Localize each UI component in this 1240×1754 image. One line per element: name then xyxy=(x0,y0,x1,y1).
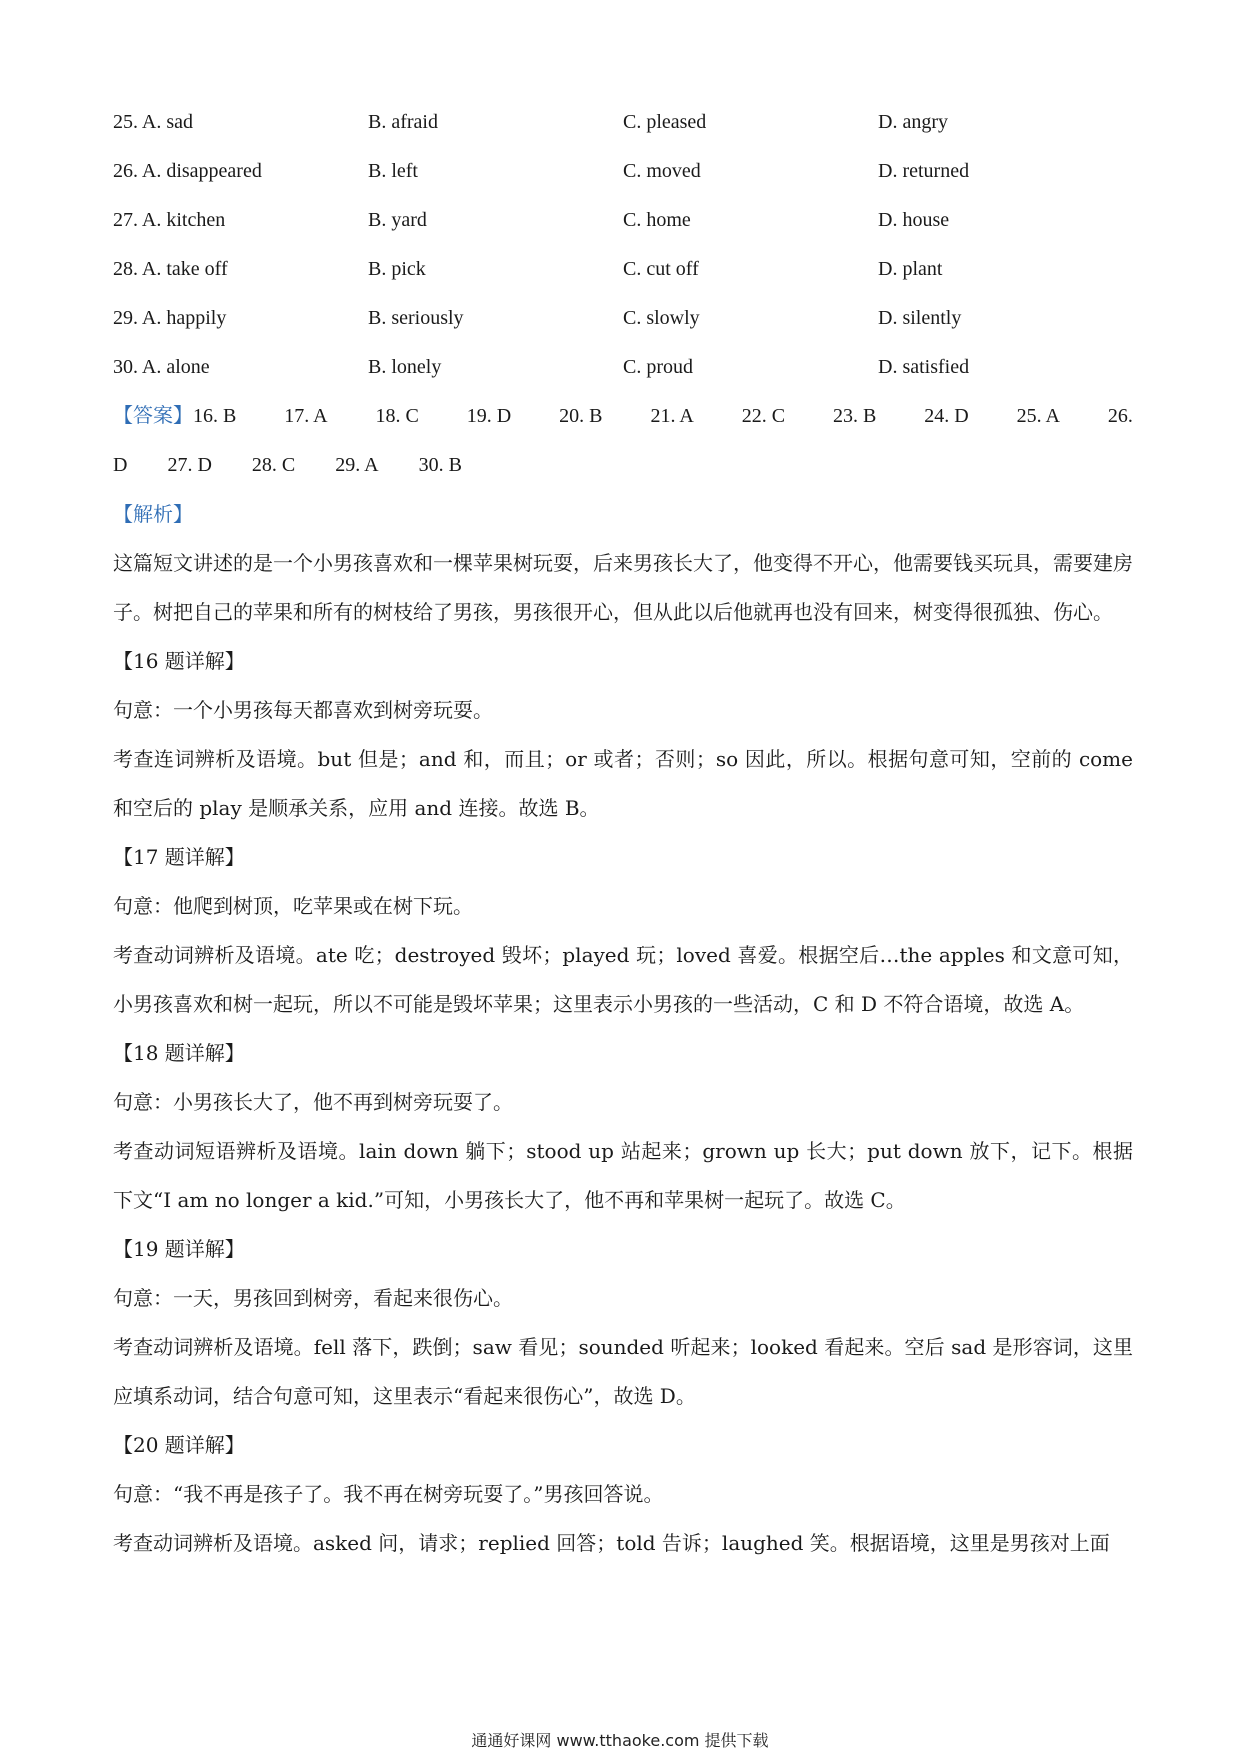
option-b: B. afraid xyxy=(368,111,438,133)
answer-item: 【答案】16. B xyxy=(113,405,237,427)
answer-item: 18. C xyxy=(375,405,419,427)
option-a: 28. A. take off xyxy=(113,258,228,280)
detail-heading: 【20 题详解】 xyxy=(113,1433,245,1457)
answer-item: 20. B xyxy=(559,405,603,427)
option-c: C. cut off xyxy=(623,258,699,280)
answer-item: 23. B xyxy=(832,405,877,427)
option-c: C. moved xyxy=(623,160,701,182)
detail-explanation: 考查动词短语辨析及语境。lain down 躺下；stood up 站起来；grown up 长大；put down 放下，记下。根据下文“I am no longer a kid.”可知，小男孩长大了，他不再和苹果树一起玩了。故选 C。 xyxy=(113,1139,1133,1212)
option-d: D. silently xyxy=(878,307,962,329)
option-row-30 xyxy=(113,343,1133,392)
option-c: C. slowly xyxy=(623,307,700,329)
option-a: 27. A. kitchen xyxy=(113,209,226,231)
answer-item: 21. A xyxy=(650,405,694,427)
answer-item: 29. A xyxy=(335,454,379,476)
detail-17 xyxy=(113,833,1133,1029)
summary-paragraph: 这篇短文讲述的是一个小男孩喜欢和一棵苹果树玩耍，后来男孩长大了，他变得不开心，他需要钱买玩具，需要建房子。树把自己的苹果和所有的树枝给了男孩，男孩很开心，但从此以后他就再也没有回来，树变得很孤独、伤心。 xyxy=(113,551,1133,624)
option-b: B. left xyxy=(368,160,418,182)
options-block xyxy=(113,98,1133,392)
answer-item: 26. xyxy=(1107,405,1133,427)
detail-meaning: 句意：一个小男孩每天都喜欢到树旁玩耍。 xyxy=(113,698,493,722)
detail-meaning: 句意：小男孩长大了，他不再到树旁玩耍了。 xyxy=(113,1090,513,1114)
detail-19 xyxy=(113,1225,1133,1421)
analysis-tag: 【解析】 xyxy=(113,502,193,526)
option-d: D. returned xyxy=(878,160,970,182)
detail-meaning: 句意：他爬到树顶，吃苹果或在树下玩。 xyxy=(113,894,473,918)
detail-meaning: 句意：“我不再是孩子了。我不再在树旁玩耍了。”男孩回答说。 xyxy=(113,1482,664,1506)
page-footer: 通通好课网 www.tthaoke.com 提供下载 xyxy=(471,1731,769,1750)
option-d: D. angry xyxy=(878,111,948,133)
detail-heading: 【18 题详解】 xyxy=(113,1041,245,1065)
option-a: 26. A. disappeared xyxy=(113,160,262,182)
detail-16 xyxy=(113,637,1133,833)
detail-explanation: 考查动词辨析及语境。fell 落下，跌倒；saw 看见；sounded 听起来；looked 看起来。空后 sad 是形容词，这里应填系动词，结合句意可知，这里表示“看起来很伤心”，故选 D。 xyxy=(113,1335,1133,1408)
answer-line-1 xyxy=(113,392,1133,441)
option-a: 30. A. alone xyxy=(113,356,210,378)
option-row-29 xyxy=(113,294,1133,343)
option-b: B. yard xyxy=(368,209,427,231)
option-row-27 xyxy=(113,196,1133,245)
answer-item: 17. A xyxy=(284,405,328,427)
answer-item: 24. D xyxy=(924,405,969,427)
detail-explanation: 考查连词辨析及语境。but 但是；and 和，而且；or 或者；否则；so 因此，所以。根据句意可知，空前的 come 和空后的 play 是顺承关系，应用 and 连接。故选 B。 xyxy=(113,747,1133,820)
detail-heading: 【17 题详解】 xyxy=(113,845,245,869)
detail-18 xyxy=(113,1029,1133,1225)
option-c: C. pleased xyxy=(623,111,707,133)
option-b: B. lonely xyxy=(368,356,442,378)
option-b: B. seriously xyxy=(368,307,464,329)
detail-20 xyxy=(113,1421,1133,1568)
answer-tag: 【答案】 xyxy=(113,405,193,427)
detail-meaning: 句意：一天，男孩回到树旁，看起来很伤心。 xyxy=(113,1286,513,1310)
answer-item: D xyxy=(113,454,128,476)
option-d: D. house xyxy=(878,209,950,231)
option-a: 25. A. sad xyxy=(113,111,193,133)
option-a: 29. A. happily xyxy=(113,307,227,329)
answer-item: 25. A xyxy=(1016,405,1060,427)
option-row-25 xyxy=(113,98,1133,147)
document-page xyxy=(113,98,1133,1568)
answer-item: 27. D xyxy=(167,454,212,476)
option-c: C. proud xyxy=(623,356,693,378)
option-d: D. satisfied xyxy=(878,356,970,378)
detail-explanation: 考查动词辨析及语境。ate 吃；destroyed 毁坏；played 玩；loved 喜爱。根据空后…the apples 和文意可知，小男孩喜欢和树一起玩，所以不可能是毁坏苹果；这里表示小男孩的一些活动，C 和 D 不符合语境，故选 A。 xyxy=(113,943,1133,1016)
option-row-26 xyxy=(113,147,1133,196)
detail-explanation: 考查动词辨析及语境。asked 问，请求；replied 回答；told 告诉；laughed 笑。根据语境，这里是男孩对上面 xyxy=(113,1531,1110,1555)
answer-item: 19. D xyxy=(466,405,512,427)
answer-item: 30. B xyxy=(418,454,462,476)
answer-item: 28. C xyxy=(251,454,296,476)
detail-heading: 【19 题详解】 xyxy=(113,1237,245,1261)
answer-key xyxy=(113,392,1133,490)
option-row-28 xyxy=(113,245,1133,294)
option-b: B. pick xyxy=(368,258,426,280)
option-c: C. home xyxy=(623,209,691,231)
detail-heading: 【16 题详解】 xyxy=(113,649,245,673)
answer-item: 22. C xyxy=(741,405,786,427)
option-d: D. plant xyxy=(878,258,943,280)
answer-line-2 xyxy=(113,441,1133,490)
